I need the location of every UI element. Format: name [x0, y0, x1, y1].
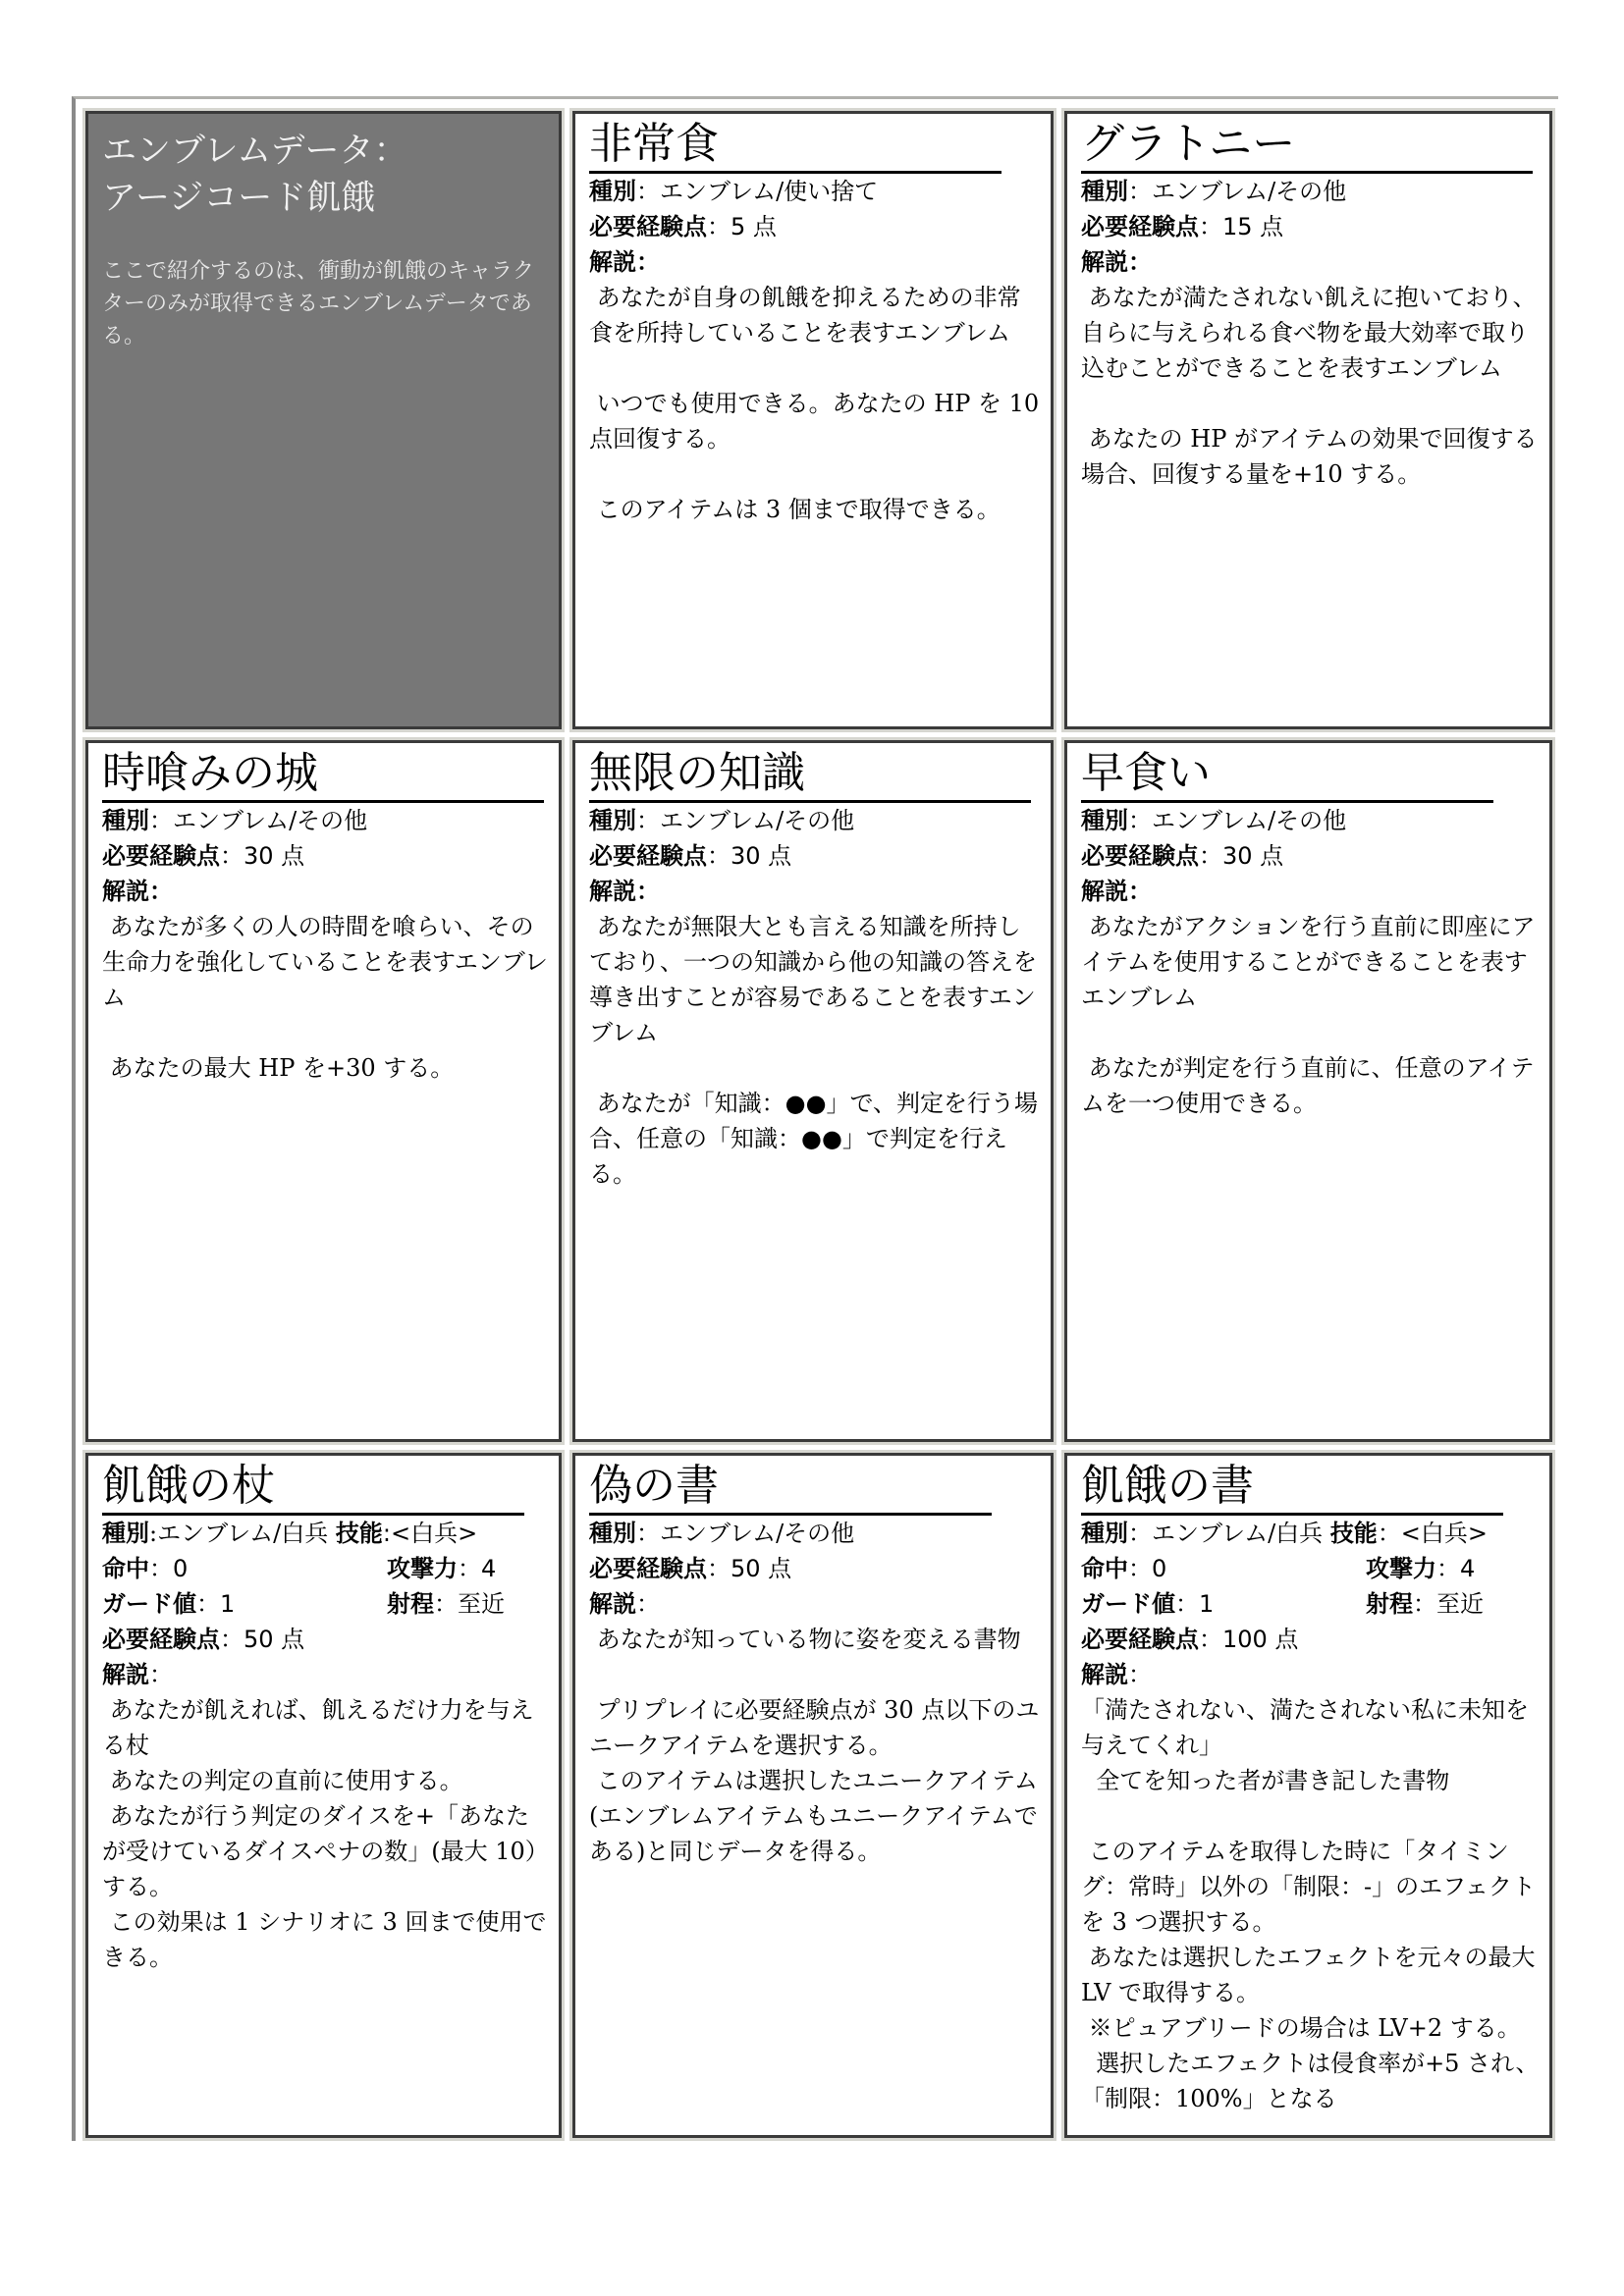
- guard-label: ガード値: [102, 1590, 196, 1618]
- range-value: ：至近: [1413, 1590, 1484, 1618]
- type-label: 種別: [589, 1520, 636, 1547]
- card-title: 早食い: [1081, 747, 1493, 803]
- card-description: 「満たされない、満たされない私に未知を与えてくれ」 全てを知った者が書き記した書物 このアイテムを取得した時に「タイミング：常時」以外の「制限：-」のエフェクトを 3 つ選択する。 あなたは選択したエフェクトを元々の最大 LV で取得する。 ※ピュアブリードの場合は LV+2 する。 選択したエフェクトは侵食率が+5 され、「制限：100%」となる: [1081, 1696, 1540, 2112]
- exp-value: ：100 点: [1199, 1626, 1299, 1653]
- card-exp-row: [589, 1551, 1041, 1586]
- type-value: ：エンブレム/その他: [1128, 807, 1347, 834]
- card-title: 時喰みの城: [102, 747, 544, 803]
- card-title: 飢餓の杖: [102, 1460, 524, 1516]
- card-exp-row: [589, 209, 1041, 244]
- exp-value: ：30 点: [220, 842, 305, 870]
- card-type-row: [1081, 1516, 1540, 1551]
- type-label: 種別: [1081, 178, 1128, 205]
- card-hit-attack-row: [102, 1551, 549, 1586]
- type-value: ：エンブレム/白兵: [1128, 1520, 1324, 1547]
- card-body: [1067, 1516, 1549, 2116]
- guard-value: ：1: [1175, 1590, 1215, 1618]
- card-body: [1067, 803, 1549, 1121]
- card-type-row: [1081, 174, 1540, 209]
- desc-separator: ：: [1128, 248, 1152, 276]
- type-label: 種別: [102, 807, 149, 834]
- desc-label: 解説: [1081, 248, 1128, 276]
- card-title: グラトニー: [1081, 118, 1533, 174]
- card-exp-row: [1081, 209, 1540, 244]
- emblem-card-hunger-staff: [85, 1453, 562, 2138]
- card-title: 飢餓の書: [1081, 1460, 1503, 1516]
- skill-label: 技能: [335, 1520, 383, 1547]
- desc-separator: ：: [636, 1590, 660, 1618]
- card-title: 偽の書: [589, 1460, 992, 1516]
- intro-panel: [85, 111, 562, 729]
- intro-description: ここで紹介するのは、衝動が飢餓のキャラクターのみが取得できるエンブレムデータである。: [102, 259, 535, 348]
- card-title: 非常食: [589, 118, 1001, 174]
- skill-label: 技能: [1329, 1520, 1378, 1547]
- guard-label: ガード値: [1081, 1590, 1175, 1618]
- type-value: :エンブレム/白兵: [149, 1520, 329, 1547]
- exp-value: ：50 点: [220, 1626, 305, 1653]
- card-desc-row: [589, 874, 1041, 909]
- card-desc-row: [1081, 874, 1540, 909]
- card-description: あなたが自身の飢餓を抑えるための非常食を所持していることを表すエンブレム いつでも使用できる。あなたの HP を 10 点回復する。 このアイテムは 3 個まで取得できる。: [589, 284, 1040, 523]
- card-desc-row: [102, 874, 549, 909]
- attack-value: ：4: [458, 1555, 497, 1582]
- hit-label: 命中: [102, 1555, 149, 1582]
- card-description: あなたがアクションを行う直前に即座にアイテムを使用することができることを表すエンブレム あなたが判定を行う直前に、任意のアイテムを一つ使用できる。: [1081, 913, 1536, 1117]
- type-label: 種別: [1081, 1520, 1128, 1547]
- desc-separator: ：: [149, 878, 173, 905]
- card-hit-attack-row: [1081, 1551, 1540, 1586]
- range-value: ：至近: [434, 1590, 505, 1618]
- card-body: [575, 803, 1051, 1192]
- hit-value: ：0: [1128, 1555, 1167, 1582]
- card-description: あなたが飢えれば、飢えるだけ力を与える杖 あなたの判定の直前に使用する。 あなたが行う判定のダイスを+「あなたが受けているダイスペナの数」(最大 10）する。 この効果は 1 シナリオに 3 回まで使用できる。: [102, 1696, 549, 1971]
- guard-value: ：1: [196, 1590, 236, 1618]
- card-type-row: [589, 1516, 1041, 1551]
- card-desc-row: [102, 1657, 549, 1692]
- exp-value: ：5 点: [707, 213, 777, 240]
- exp-label: 必要経験点: [1081, 842, 1199, 870]
- card-type-row: [102, 1516, 549, 1551]
- card-title: 無限の知識: [589, 747, 1031, 803]
- exp-label: 必要経験点: [589, 1555, 707, 1582]
- card-exp-row: [102, 1622, 549, 1657]
- type-label: 種別: [1081, 807, 1128, 834]
- type-label: 種別: [589, 178, 636, 205]
- card-description: あなたが無限大とも言える知識を所持しており、一つの知識から他の知識の答えを導き出すことが容易であることを表すエンブレム あなたが「知識：●●」で、判定を行う場合、任意の「知識：●●」で判定を行える。: [589, 913, 1039, 1188]
- type-value: ：エンブレム/その他: [636, 1520, 855, 1547]
- type-value: ：エンブレム/その他: [1128, 178, 1347, 205]
- exp-value: ：30 点: [1199, 842, 1284, 870]
- desc-separator: ：: [149, 1661, 173, 1688]
- desc-separator: ：: [636, 248, 660, 276]
- desc-label: 解説: [1081, 1661, 1128, 1688]
- desc-separator: ：: [1128, 878, 1152, 905]
- emblem-sheet: [72, 96, 1558, 2141]
- card-type-row: [589, 803, 1041, 838]
- attack-label: 攻撃力: [1366, 1555, 1436, 1582]
- exp-label: 必要経験点: [102, 842, 220, 870]
- desc-label: 解説: [1081, 878, 1128, 905]
- card-exp-row: [1081, 838, 1540, 874]
- desc-label: 解説: [589, 878, 636, 905]
- desc-label: 解説: [589, 1590, 636, 1618]
- card-desc-row: [1081, 244, 1540, 280]
- intro-title-line2: アージコード飢餓: [102, 179, 376, 218]
- skill-value: ：<白兵>: [1377, 1520, 1489, 1547]
- card-exp-row: [102, 838, 549, 874]
- desc-separator: ：: [1128, 1661, 1152, 1688]
- skill-value: :<白兵>: [382, 1520, 478, 1547]
- card-exp-row: [1081, 1622, 1540, 1657]
- card-body: [88, 803, 559, 1086]
- emblem-card-time-eating-castle: [85, 740, 562, 1442]
- card-desc-row: [1081, 1657, 1540, 1692]
- range-label: 射程: [387, 1590, 434, 1618]
- range-label: 射程: [1366, 1590, 1413, 1618]
- attack-label: 攻撃力: [387, 1555, 458, 1582]
- hit-label: 命中: [1081, 1555, 1128, 1582]
- card-guard-range-row: [1081, 1586, 1540, 1622]
- desc-label: 解説: [589, 248, 636, 276]
- exp-value: ：30 点: [707, 842, 792, 870]
- card-body: [575, 174, 1051, 527]
- exp-value: ：15 点: [1199, 213, 1284, 240]
- emblem-card-infinite-knowledge: [572, 740, 1054, 1442]
- type-value: ：エンブレム/その他: [636, 807, 855, 834]
- card-body: [88, 1516, 559, 1975]
- type-label: 種別: [102, 1520, 149, 1547]
- card-description: あなたが知っている物に姿を変える書物 プリプレイに必要経験点が 30 点以下のユニークアイテムを選択する。 このアイテムは選択したユニークアイテム(エンブレムアイテムもユニークアイテムである)と同じデータを得る。: [589, 1626, 1040, 1865]
- card-type-row: [102, 803, 549, 838]
- exp-label: 必要経験点: [102, 1626, 220, 1653]
- card-desc-row: [589, 244, 1041, 280]
- emblem-card-false-book: [572, 1453, 1054, 2138]
- exp-label: 必要経験点: [1081, 1626, 1199, 1653]
- card-description: あなたが多くの人の時間を喰らい、その生命力を強化していることを表すエンブレム あなたの最大 HP を+30 する。: [102, 913, 548, 1082]
- card-guard-range-row: [102, 1586, 549, 1622]
- desc-label: 解説: [102, 878, 149, 905]
- card-body: [575, 1516, 1051, 1869]
- emblem-card-hunger-book: [1064, 1453, 1552, 2138]
- emblem-card-emergency-food: [572, 111, 1054, 729]
- exp-value: ：50 点: [707, 1555, 792, 1582]
- card-desc-row: [589, 1586, 1041, 1622]
- exp-label: 必要経験点: [589, 213, 707, 240]
- desc-separator: ：: [636, 878, 660, 905]
- card-exp-row: [589, 838, 1041, 874]
- card-description: あなたが満たされない飢えに抱いており、自らに与えられる食べ物を最大効率で取り込むことができることを表すエンブレム あなたの HP がアイテムの効果で回復する場合、回復する量を+10 する。: [1081, 284, 1538, 488]
- intro-title: [102, 128, 559, 222]
- card-type-row: [1081, 803, 1540, 838]
- card-type-row: [589, 174, 1041, 209]
- type-label: 種別: [589, 807, 636, 834]
- emblem-card-gluttony: [1064, 111, 1552, 729]
- emblem-card-fast-eating: [1064, 740, 1552, 1442]
- exp-label: 必要経験点: [589, 842, 707, 870]
- exp-label: 必要経験点: [1081, 213, 1199, 240]
- type-value: ：エンブレム/その他: [149, 807, 368, 834]
- type-value: ：エンブレム/使い捨て: [636, 178, 879, 205]
- intro-title-line1: エンブレムデータ：: [102, 132, 408, 171]
- desc-label: 解説: [102, 1661, 149, 1688]
- hit-value: ：0: [149, 1555, 189, 1582]
- card-body: [1067, 174, 1549, 492]
- attack-value: ：4: [1436, 1555, 1476, 1582]
